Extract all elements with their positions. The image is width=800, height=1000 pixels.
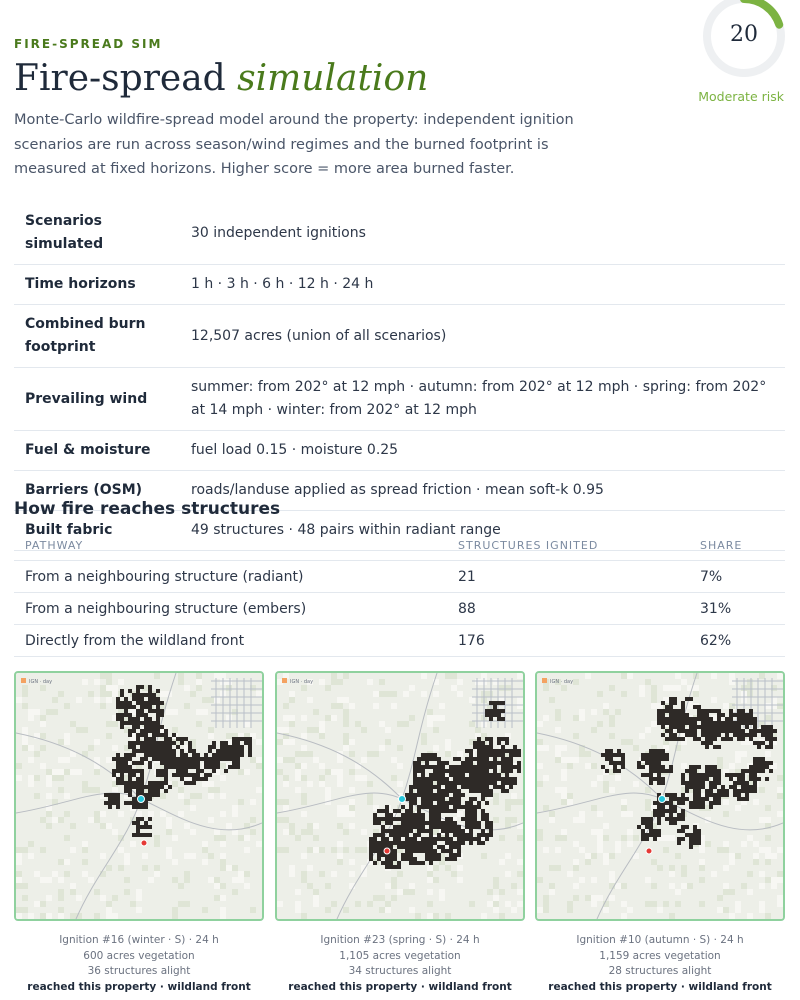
property-marker <box>399 796 406 803</box>
scenario-structures: 28 structures alight <box>608 965 712 977</box>
legend-label: IGN · day <box>290 679 314 685</box>
fact-row <box>14 431 785 471</box>
fact-row <box>14 368 785 431</box>
legend-swatch <box>21 678 26 683</box>
legend-label: IGN · day <box>550 679 574 685</box>
fact-value: 30 independent ignitions <box>180 202 785 265</box>
fact-value: 49 structures · 48 pairs within radiant range <box>180 511 785 551</box>
property-marker <box>659 796 666 803</box>
fact-label: Built fabric <box>14 511 180 551</box>
structures-count: 88 <box>447 593 689 625</box>
pathway-name: Directly from the wildland front <box>14 625 447 657</box>
fact-value: 1 h · 3 h · 6 h · 12 h · 24 h <box>180 265 785 305</box>
scenario-structures: 34 structures alight <box>348 965 452 977</box>
risk-score-value: 20 <box>730 22 758 47</box>
fact-label: Fuel & moisture <box>14 431 180 471</box>
legend-swatch <box>282 678 287 683</box>
column-header-structures: STRUCTURES IGNITED <box>447 533 689 561</box>
scenario-title: Ignition #16 (winter · S) · 24 h <box>59 934 219 946</box>
burn-map[interactable] <box>14 671 264 921</box>
fact-value: fuel load 0.15 · moisture 0.25 <box>180 431 785 471</box>
scenario-title: Ignition #23 (spring · S) · 24 h <box>320 934 480 946</box>
fact-row <box>14 265 785 305</box>
fact-value: summer: from 202° at 12 mph · autumn: from 202° at 12 mph · spring: from 202° at 14 mph · winter: from 202° at 12 mph <box>180 368 785 431</box>
eyebrow-label: FIRE-SPREAD SIM <box>14 37 163 51</box>
title-plain: Fire-spread <box>14 58 226 99</box>
scenario-title: Ignition #10 (autumn · S) · 24 h <box>576 934 744 946</box>
page-description: Monte-Carlo wildfire-spread model around the property: independent ignition scenarios are run across season/wind regimes and the burned footprint is measured at fixed horizons. Higher score = more area burned faster. <box>14 112 574 177</box>
fact-row <box>14 202 785 265</box>
pathways-header-row <box>14 533 785 561</box>
share-percent: 31% <box>689 593 785 625</box>
scenario-caption <box>14 933 264 995</box>
fact-value: 12,507 acres (union of all scenarios) <box>180 305 785 368</box>
scenario-acres: 600 acres vegetation <box>83 949 195 962</box>
pathway-name: From a neighbouring structure (radiant) <box>14 561 447 593</box>
ignition-marker <box>384 848 390 854</box>
fact-label: Prevailing wind <box>14 368 180 431</box>
fact-row <box>14 305 785 368</box>
property-marker <box>138 796 145 803</box>
scenario-caption <box>535 933 785 995</box>
fact-label: Barriers (OSM) <box>14 471 180 511</box>
risk-level-label: Moderate risk <box>698 89 784 104</box>
share-percent: 7% <box>689 561 785 593</box>
structures-count: 21 <box>447 561 689 593</box>
page-title <box>14 58 428 99</box>
scenario-acres: 1,105 acres vegetation <box>339 949 461 962</box>
risk-score-gauge <box>700 0 790 84</box>
scenario-card <box>14 671 264 995</box>
scenario-card <box>535 671 785 995</box>
table-row <box>14 561 785 593</box>
pathway-name: From a neighbouring structure (embers) <box>14 593 447 625</box>
fact-value: roads/landuse applied as spread friction · mean soft-k 0.95 <box>180 471 785 511</box>
column-header-share: SHARE <box>689 533 785 561</box>
legend-label: IGN · day <box>29 679 53 685</box>
fact-label: Scenarios simulated <box>14 202 180 265</box>
burn-map[interactable] <box>275 671 525 921</box>
scenario-caption <box>275 933 525 995</box>
legend-swatch <box>542 678 547 683</box>
ignition-marker <box>141 840 147 846</box>
burn-map[interactable] <box>535 671 785 921</box>
title-accent: simulation <box>237 58 429 99</box>
share-percent: 62% <box>689 625 785 657</box>
pathways-heading: How fire reaches structures <box>14 499 281 519</box>
structures-count: 176 <box>447 625 689 657</box>
scenario-outcome: reached this property · wildland front <box>548 980 772 993</box>
column-header-pathway: PATHWAY <box>14 533 447 561</box>
fact-label: Combined burn footprint <box>14 305 180 368</box>
scenario-outcome: reached this property · wildland front <box>27 980 251 993</box>
table-row <box>14 593 785 625</box>
scenario-acres: 1,159 acres vegetation <box>599 949 721 962</box>
scenario-structures: 36 structures alight <box>87 965 191 977</box>
table-row <box>14 625 785 657</box>
pathways-table <box>14 533 785 657</box>
fact-label: Time horizons <box>14 265 180 305</box>
scenario-card <box>275 671 525 995</box>
ignition-marker <box>646 848 652 854</box>
scenario-outcome: reached this property · wildland front <box>288 980 512 993</box>
